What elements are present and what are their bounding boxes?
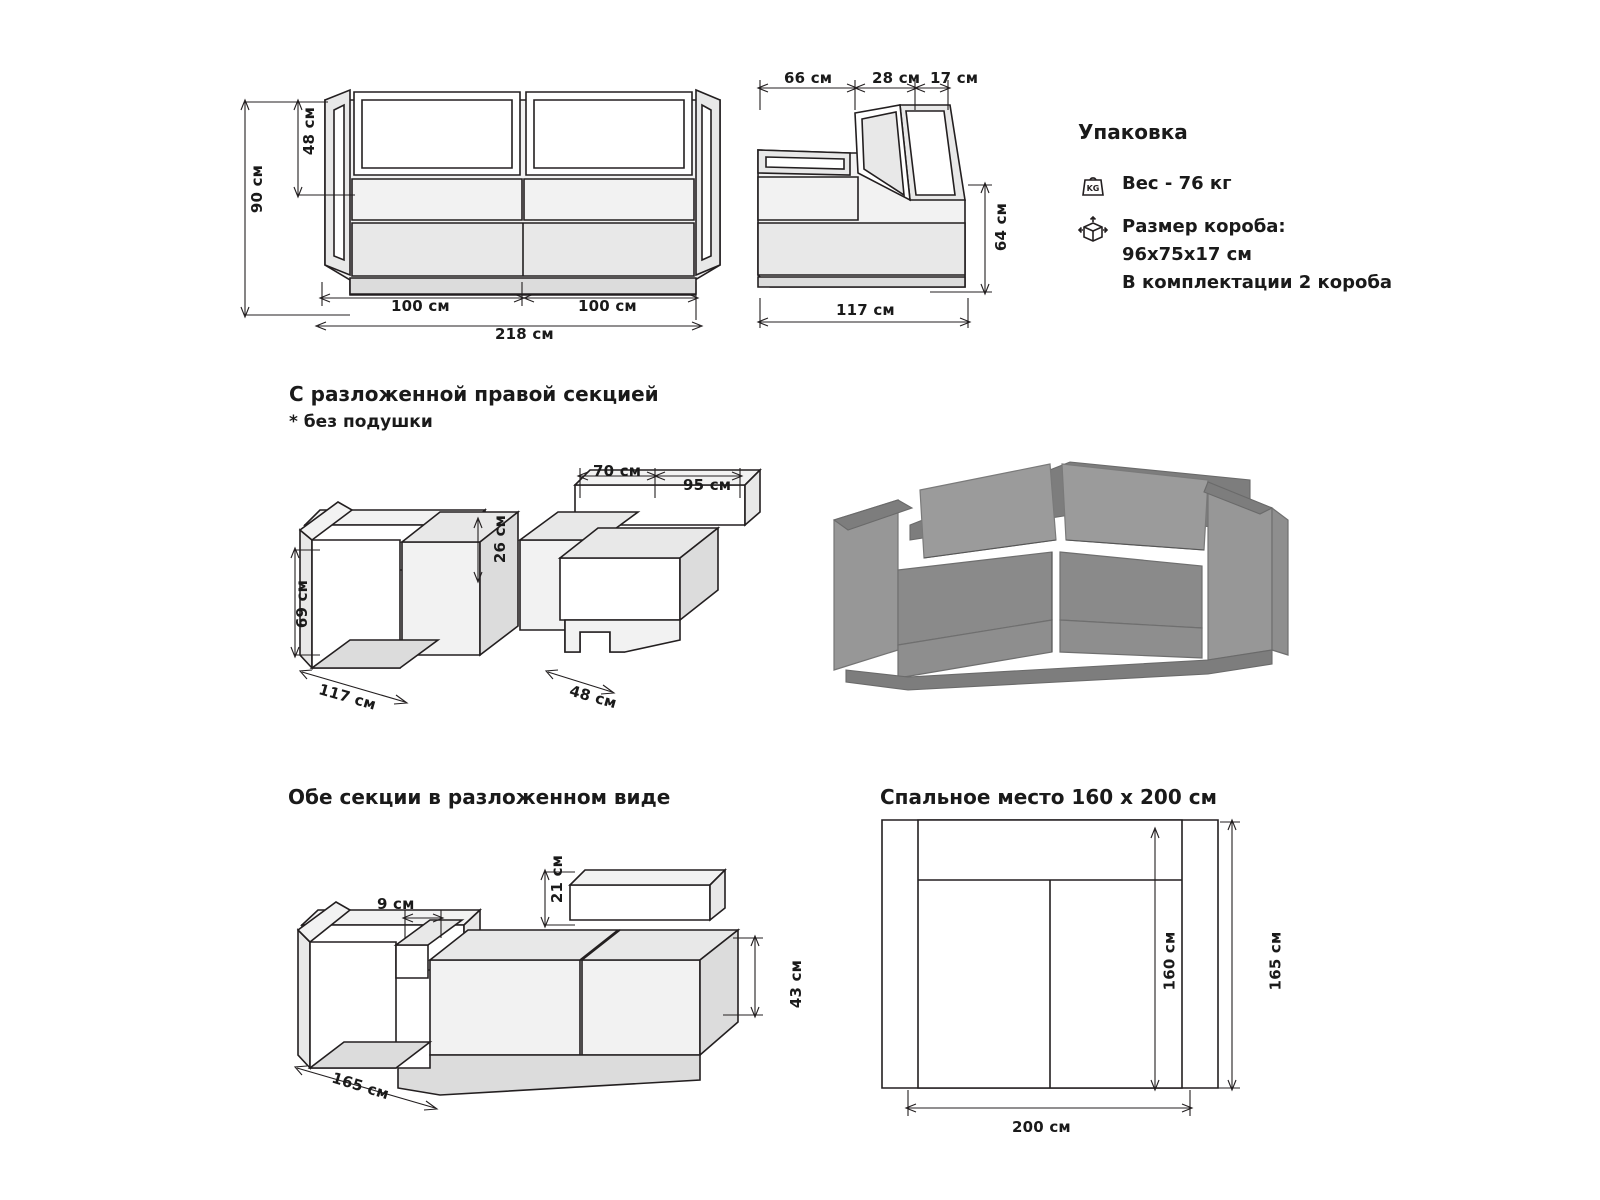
- both-sections-a-label: 21 см: [548, 854, 567, 904]
- sleeping-width-label: 200 см: [1012, 1118, 1071, 1136]
- side-depth-label: 117 см: [836, 301, 895, 319]
- packaging-block: [1078, 120, 1398, 297]
- front-width-total-label: 218 см: [495, 325, 554, 343]
- both-sections-dimensions: [255, 840, 815, 1170]
- right-section-f-label: 48 см: [567, 681, 619, 713]
- front-height-back-label: 48 см: [300, 106, 319, 156]
- packaging-box-size: 96х75х17 см: [1122, 244, 1253, 265]
- packaging-title: Упаковка: [1078, 120, 1188, 144]
- sleeping-area-dimensions: [860, 808, 1280, 1128]
- packaging-weight-label: Вес - 76 кг: [1122, 173, 1232, 194]
- both-sections-c-label: 43 см: [787, 959, 806, 1009]
- side-top-c-label: 17 см: [930, 69, 979, 87]
- right-section-b-label: 95 см: [683, 476, 732, 494]
- right-section-note: * без подушки: [289, 412, 433, 432]
- front-seat-right-label: 100 см: [578, 297, 637, 315]
- svg-text:KG: KG: [1086, 184, 1100, 193]
- both-sections-title: Обе секции в разложенном виде: [288, 785, 671, 809]
- front-height-total-label: 90 см: [248, 164, 267, 214]
- sleeping-area-title: Спальное место 160 х 200 см: [880, 785, 1217, 809]
- both-sections-b-label: 9 см: [377, 895, 415, 913]
- right-section-a-label: 70 см: [593, 462, 642, 480]
- right-section-d-label: 69 см: [293, 579, 312, 629]
- side-height-label: 64 см: [992, 202, 1011, 252]
- both-sections-d-label: 165 см: [329, 1068, 392, 1104]
- right-section-e-label: 117 см: [316, 680, 379, 714]
- packaging-box-label: Размер короба:: [1122, 216, 1286, 237]
- sleeping-outer-height-label: 165 см: [1266, 931, 1285, 991]
- right-section-title: С разложенной правой секцией: [289, 382, 659, 406]
- sofa-photo: [820, 420, 1300, 710]
- side-top-a-label: 66 см: [784, 69, 833, 87]
- box-dimensions-icon: [1078, 215, 1108, 245]
- packaging-box-count: В комплектации 2 короба: [1122, 272, 1393, 293]
- side-top-b-label: 28 см: [872, 69, 921, 87]
- front-seat-left-label: 100 см: [391, 297, 450, 315]
- right-section-c-label: 26 см: [491, 514, 510, 564]
- weight-kg-icon: [1078, 169, 1108, 199]
- front-view-dimensions: [200, 70, 780, 340]
- sleeping-inner-height-label: 160 см: [1160, 931, 1179, 991]
